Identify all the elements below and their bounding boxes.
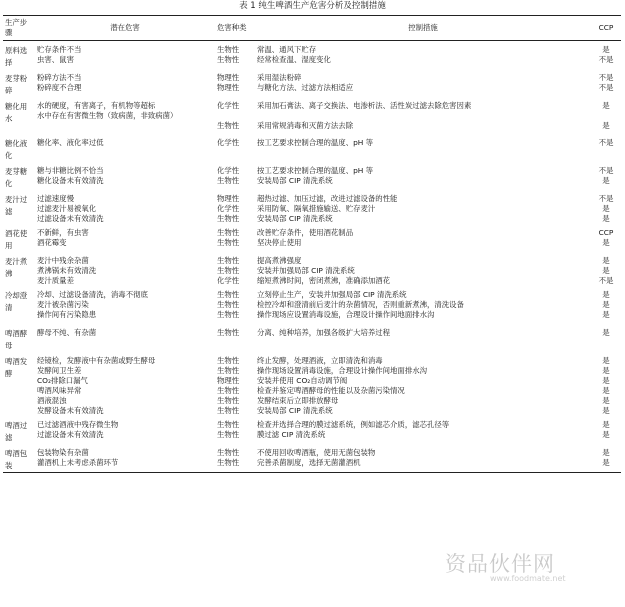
- table-row: [3, 444, 621, 473]
- ccp-value: 是: [602, 458, 610, 467]
- ccp-value-cell: [591, 286, 621, 320]
- ccp-value: 不是: [598, 276, 614, 285]
- hazard-line-cell: [35, 41, 215, 70]
- hazard-line-cell: [35, 224, 215, 252]
- measure-line: 安装并使用 CO₂自动调节阀: [257, 376, 348, 385]
- measure-line: 提高煮沸强度: [257, 256, 302, 265]
- measure-line: 安装局部 CIP 清洗系统: [257, 406, 333, 415]
- hazard-line: 麦汁质量差: [37, 276, 74, 285]
- table-row: [3, 252, 621, 286]
- hazard-kind-cell: [215, 224, 255, 252]
- measure-line: 安装局部 CIP 清洗系统: [257, 214, 333, 223]
- ccp-value-cell: [591, 252, 621, 286]
- ccp-value-cell: [591, 320, 621, 352]
- measure-line: 采用防氧、隔氧措施输送、贮存麦汁: [257, 204, 376, 213]
- table-row: [3, 190, 621, 224]
- ccp-value: 是: [602, 121, 610, 130]
- header-kind: 危害种类: [215, 16, 255, 41]
- hazard-kind: 生物性: [217, 290, 240, 299]
- measure-line-cell: [255, 162, 591, 190]
- table-header-row: [3, 16, 621, 41]
- ccp-value: 是: [602, 396, 610, 405]
- measure-line: 不使用回收啤酒瓶，使用无菌包装物: [257, 448, 376, 457]
- measure-line-cell: [255, 444, 591, 473]
- hazard-kind: 化学性: [217, 204, 240, 213]
- hazard-kind: 物理性: [217, 376, 240, 385]
- measure-line: 分离、纯种培养，加强各级扩大培养过程: [257, 328, 391, 337]
- haccp-table: [3, 15, 621, 473]
- hazard-line: 麦汁被杂菌污染: [37, 300, 89, 309]
- hazard-kind-cell: [215, 416, 255, 444]
- hazard-line: 已过滤酒液中残存微生物: [37, 420, 119, 429]
- hazard-line: 过滤速度慢: [37, 194, 74, 203]
- table-row: [3, 41, 621, 70]
- hazard-kind: 生物性: [217, 386, 240, 395]
- ccp-value-cell: [591, 162, 621, 190]
- ccp-value: 是: [602, 328, 610, 337]
- step-cell: 酒花使用: [5, 229, 28, 250]
- header-ccp: CCP: [591, 16, 621, 41]
- step-cell: 原料选择: [5, 46, 28, 67]
- measure-line: 操作现场应设置消毒设施，合理设计操作间地面排水沟: [257, 310, 435, 319]
- step-cell: 冷却澄清: [5, 291, 28, 312]
- hazard-kind: 生物性: [217, 448, 240, 457]
- table-body: [3, 41, 621, 473]
- hazard-line: 贮存条件不当: [37, 45, 82, 54]
- table-row: [3, 162, 621, 190]
- ccp-value-cell: [591, 131, 621, 162]
- ccp-value: 不是: [598, 55, 614, 64]
- measure-line: 检控冷却和澄清前后麦汁的杂菌情况，否则重新煮沸，清洗设备: [257, 300, 464, 309]
- hazard-line-cell: [35, 320, 215, 352]
- measure-line-cell: [255, 69, 591, 97]
- ccp-value: 是: [602, 238, 610, 247]
- hazard-line: 水的硬度，有害离子，有机物等超标: [37, 101, 156, 110]
- hazard-line-cell: [35, 97, 215, 131]
- hazard-kind: 生物性: [217, 420, 240, 429]
- hazard-line: 糖与非糖比例不恰当: [37, 166, 104, 175]
- hazard-kind-cell: [215, 320, 255, 352]
- measure-line: 采用加石膏法、离子交换法、电渗析法、活性炭过滤去除危害因素: [257, 101, 472, 110]
- ccp-value: 是: [602, 101, 610, 110]
- ccp-value-cell: [591, 69, 621, 97]
- hazard-line-cell: [35, 286, 215, 320]
- hazard-kind: 化学性: [217, 138, 240, 147]
- hazard-kind-cell: [215, 252, 255, 286]
- step-cell: 啤酒包装: [3, 444, 35, 473]
- table-row: [3, 416, 621, 444]
- measure-line-cell: [255, 252, 591, 286]
- ccp-value: 是: [602, 204, 610, 213]
- hazard-kind: 生物性: [217, 396, 240, 405]
- hazard-kind: 生物性: [217, 121, 240, 130]
- hazard-kind-cell: [215, 162, 255, 190]
- hazard-kind: 物理性: [217, 83, 240, 92]
- ccp-value: 是: [602, 310, 610, 319]
- ccp-value-cell: [591, 41, 621, 70]
- measure-line: 完善杀菌制度，选择无菌灌酒机: [257, 458, 361, 467]
- table-row: [3, 69, 621, 97]
- measure-line: 按工艺要求控制合理的温度、pH 等: [257, 138, 374, 147]
- ccp-value: 不是: [598, 194, 614, 203]
- ccp-value: 是: [602, 420, 610, 429]
- hazard-line: CO₂排除口漏气: [37, 376, 88, 385]
- measure-line-cell: [255, 352, 591, 416]
- ccp-value: 是: [602, 290, 610, 299]
- step-cell: 啤酒发酵: [5, 357, 28, 378]
- hazard-kind: 物理性: [217, 73, 240, 82]
- table-row: [3, 224, 621, 252]
- measure-line-cell: [255, 286, 591, 320]
- measure-line-cell: [255, 97, 591, 131]
- hazard-line-cell: [35, 352, 215, 416]
- measure-line: 采用常规消毒和灭菌方法去除: [257, 121, 354, 130]
- measure-line: 操作现场设置消毒设施，合理设计操作间地面排水沟: [257, 366, 427, 375]
- ccp-value: 是: [602, 448, 610, 457]
- header-step: 生产步骤: [3, 16, 35, 41]
- hazard-line: 啤酒风味异常: [37, 386, 82, 395]
- step-cell: 啤酒酵母: [5, 329, 28, 350]
- hazard-kind-cell: [215, 69, 255, 97]
- ccp-value: 是: [602, 266, 610, 275]
- hazard-kind-cell: [215, 286, 255, 320]
- measure-line: 采用湿法粉碎: [257, 73, 302, 82]
- hazard-line-cell: [35, 190, 215, 224]
- ccp-value-cell: [591, 444, 621, 473]
- hazard-line: 过滤麦汁易被氧化: [37, 204, 97, 213]
- ccp-value-cell: [591, 97, 621, 131]
- hazard-line: 虫害、鼠害: [37, 55, 74, 64]
- hazard-line-cell: [35, 252, 215, 286]
- hazard-line: 不新鲜，有虫害: [37, 228, 89, 237]
- hazard-line-cell: [35, 444, 215, 473]
- measure-line-cell: [255, 224, 591, 252]
- measure-line: 检查并选择合理的膜过滤系统，例如滤芯介质，滤芯孔径等: [257, 420, 450, 429]
- step-cell: 麦汁过滤: [5, 195, 28, 216]
- measure-line: 超热过滤、加压过滤，改进过滤设备的性能: [257, 194, 398, 203]
- step-cell: 麦芽糖化: [5, 167, 28, 188]
- hazard-line: 发酵间卫生差: [37, 366, 82, 375]
- ccp-value: 是: [602, 176, 610, 185]
- hazard-line: 酒液混浊: [37, 396, 67, 405]
- ccp-value: CCP: [598, 228, 614, 237]
- table-row: [3, 352, 621, 416]
- hazard-line: 包装物染有杂菌: [37, 448, 89, 457]
- watermark: 资品伙伴网: [445, 552, 555, 576]
- hazard-kind: 化学性: [217, 276, 240, 285]
- hazard-kind: 生物性: [217, 238, 240, 247]
- measure-line: 坚决停止使用: [257, 238, 302, 247]
- hazard-kind: 化学性: [217, 101, 240, 110]
- hazard-kind-cell: [215, 41, 255, 70]
- measure-line: 发酵结束后立即排放酵母: [257, 396, 339, 405]
- measure-line: 与糖化方法、过滤方法相适应: [257, 83, 354, 92]
- hazard-kind-cell: [215, 190, 255, 224]
- hazard-kind: 生物性: [217, 406, 240, 415]
- hazard-line: 操作间有污染隐患: [37, 310, 97, 319]
- header-hazard: 潜在危害: [35, 16, 215, 41]
- ccp-value-cell: [591, 190, 621, 224]
- measure-line: 安装并加强局部 CIP 清洗系统: [257, 266, 355, 275]
- hazard-line: 麦汁中残余杂菌: [37, 256, 89, 265]
- measure-line: 缩短煮沸时间，密闭煮沸，准确添加酒花: [257, 276, 391, 285]
- hazard-kind: 生物性: [217, 300, 240, 309]
- measure-line: 膜过滤 CIP 清洗系统: [257, 430, 326, 439]
- hazard-kind: 生物性: [217, 310, 240, 319]
- measure-line: 按工艺要求控制合理的温度、pH 等: [257, 166, 374, 175]
- ccp-value: 是: [602, 430, 610, 439]
- measure-line-cell: [255, 416, 591, 444]
- hazard-kind: 生物性: [217, 55, 240, 64]
- measure-line: 经常检查温、湿度变化: [257, 55, 331, 64]
- ccp-value-cell: [591, 416, 621, 444]
- ccp-value-cell: [591, 352, 621, 416]
- measure-line: 安装局部 CIP 清洗系统: [257, 176, 333, 185]
- measure-line: 终止发酵，处理酒液，立即清洗和消毒: [257, 356, 383, 365]
- measure-line-cell: [255, 320, 591, 352]
- step-cell: 糖化用水: [5, 102, 28, 123]
- hazard-line: 发酵设备未有效清洗: [37, 406, 104, 415]
- ccp-value: 是: [602, 406, 610, 415]
- measure-line-cell: [255, 190, 591, 224]
- ccp-value-cell: [591, 224, 621, 252]
- ccp-value: 是: [602, 300, 610, 309]
- ccp-value: 是: [602, 366, 610, 375]
- hazard-kind-cell: [215, 352, 255, 416]
- watermark-url: www.foodmate.net: [490, 574, 566, 583]
- measure-line-cell: [255, 41, 591, 70]
- hazard-line: 冷却、过滤设备清洗，消毒不彻底: [37, 290, 148, 299]
- hazard-line: 灌酒机上未考虑杀菌环节: [37, 458, 119, 467]
- ccp-value: 是: [602, 45, 610, 54]
- table-caption: 表 1 纯生啤酒生产危害分析及控制措施: [239, 1, 386, 11]
- step-cell: 麦芽粉碎: [5, 74, 28, 95]
- hazard-line-cell: [35, 416, 215, 444]
- hazard-kind: 生物性: [217, 176, 240, 185]
- hazard-line: 粉碎方法不当: [37, 73, 82, 82]
- hazard-line: 粉碎度不合理: [37, 83, 82, 92]
- hazard-kind-cell: [215, 131, 255, 162]
- hazard-line: 糖化设备未有效清洗: [37, 176, 104, 185]
- hazard-line: 过滤设备未有效清洗: [37, 430, 104, 439]
- hazard-kind: 生物性: [217, 458, 240, 467]
- hazard-kind: 生物性: [217, 266, 240, 275]
- hazard-line-cell: [35, 162, 215, 190]
- ccp-value: 是: [602, 386, 610, 395]
- hazard-kind: 生物性: [217, 228, 240, 237]
- step-cell: 糖化液化: [5, 139, 28, 160]
- header-measure: 控制措施: [255, 16, 591, 41]
- hazard-line: 糖化率、液化率过低: [37, 138, 104, 147]
- ccp-value: 不是: [598, 83, 614, 92]
- hazard-kind: 化学性: [217, 166, 240, 175]
- hazard-kind: 生物性: [217, 256, 240, 265]
- ccp-value: 不是: [598, 138, 614, 147]
- hazard-kind: 生物性: [217, 214, 240, 223]
- ccp-value: 不是: [598, 73, 614, 82]
- hazard-kind: 物理性: [217, 194, 240, 203]
- ccp-value: 是: [602, 356, 610, 365]
- step-cell: 麦汁煮沸: [5, 257, 28, 278]
- hazard-kind: 生物性: [217, 328, 240, 337]
- hazard-line: 煮沸锅未有效清洗: [37, 266, 97, 275]
- step-cell: 啤酒过滤: [5, 421, 28, 442]
- table-row: [3, 97, 621, 131]
- ccp-value: 是: [602, 256, 610, 265]
- hazard-line: 酵母不纯、有杂菌: [37, 328, 97, 337]
- hazard-line: 水中存在有害微生物（致病菌，非致病菌）: [37, 111, 178, 120]
- ccp-value: 不是: [598, 166, 614, 175]
- hazard-line-cell: [35, 69, 215, 97]
- hazard-line: 过滤设备未有效清洗: [37, 214, 104, 223]
- table-row: [3, 286, 621, 320]
- hazard-line-cell: [35, 131, 215, 162]
- hazard-line: 经镜检，发酵液中有杂菌或野生酵母: [37, 356, 156, 365]
- measure-line: 改善贮存条件，使用酒花制品: [257, 228, 354, 237]
- measure-line-cell: [255, 131, 591, 162]
- ccp-value: 是: [602, 376, 610, 385]
- table-row: [3, 320, 621, 352]
- measure-line: 立刻停止生产，安装并加强局部 CIP 清洗系统: [257, 290, 407, 299]
- hazard-kind-cell: [215, 97, 255, 131]
- measure-line: 常温、通风下贮存: [257, 45, 317, 54]
- table-row: [3, 131, 621, 162]
- hazard-line: 酒花霉变: [37, 238, 67, 247]
- measure-line: 检查并鉴定啤酒酵母的性能以及杂菌污染情况: [257, 386, 405, 395]
- hazard-kind: 生物性: [217, 356, 240, 365]
- hazard-kind: 生物性: [217, 430, 240, 439]
- hazard-kind-cell: [215, 444, 255, 473]
- hazard-kind: 生物性: [217, 45, 240, 54]
- hazard-kind: 生物性: [217, 366, 240, 375]
- ccp-value: 是: [602, 214, 610, 223]
